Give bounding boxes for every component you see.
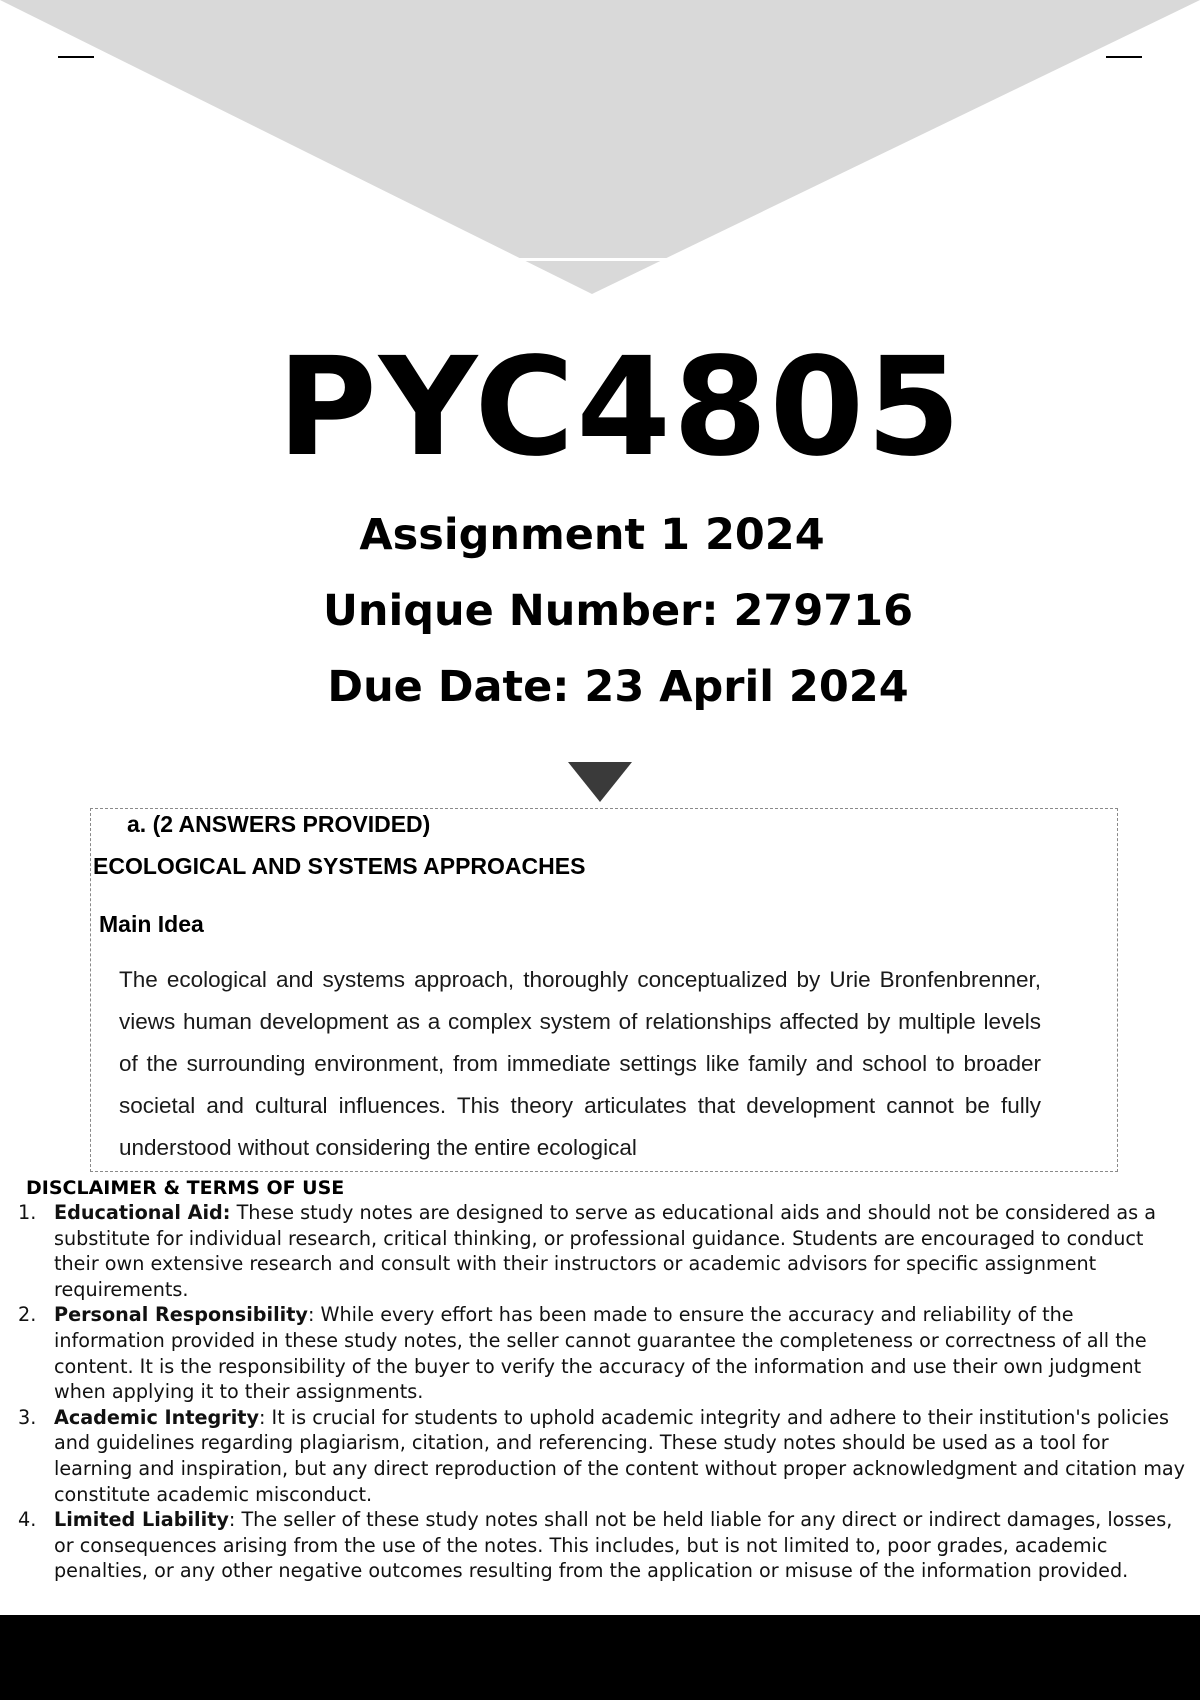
disclaimer-list (18, 1200, 1188, 1584)
sub-heading: Main Idea (99, 911, 204, 937)
down-arrow-icon (568, 762, 632, 802)
assignment-line: Assignment 1 2024 (359, 510, 825, 560)
item-number: 2. (18, 1303, 37, 1327)
disclaimer-title: DISCLAIMER & TERMS OF USE (26, 1177, 345, 1199)
disclaimer-item (18, 1302, 1188, 1404)
item-term: Limited Liability (54, 1508, 229, 1532)
section-heading: ECOLOGICAL AND SYSTEMS APPROACHES (93, 853, 586, 879)
item-number: 4. (18, 1508, 37, 1532)
due-date-line: Due Date: 23 April 2024 (327, 662, 909, 712)
corner-rule-right (1106, 56, 1142, 58)
answer-preview-box (90, 808, 1118, 1172)
course-code-title: PYC4805 (277, 329, 963, 487)
corner-rule-left (58, 56, 94, 58)
question-label: a. (2 ANSWERS PROVIDED) (127, 811, 431, 837)
unique-number-line: Unique Number: 279716 (322, 586, 914, 636)
cover-banner-chevron (0, 0, 1200, 300)
disclaimer-item (18, 1507, 1188, 1584)
item-text: : The seller of these study notes shall not be held liable for any direct or indirect damages, losses, or consequences arising from the use of the notes. This includes, but is not limited to, poor grades, academic penalties, or any other negative outcomes resulting from the application or misuse of the information provided. (54, 1508, 1173, 1583)
item-text: : It is crucial for students to uphold academic integrity and adhere to their institution's policies and guidelines regarding plagiarism, citation, and referencing. These study notes should be used as a tool for learning and inspiration, but any direct reproduction of the content without proper acknowledgment and citation may constitute academic misconduct. (54, 1405, 1185, 1506)
disclaimer-item (18, 1405, 1188, 1507)
disclaimer-item (18, 1200, 1188, 1302)
bottom-black-bar (0, 1615, 1200, 1700)
disclaimer-section (18, 1176, 1188, 1584)
item-term: Academic Integrity (54, 1405, 259, 1429)
item-term: Educational Aid: (54, 1201, 231, 1224)
item-number: 1. (18, 1201, 37, 1224)
preview-body-text: The ecological and systems approach, thoroughly conceptualized by Urie Bronfenbrenner, views human development as a complex system of relationships affected by multiple levels of the surrounding environment, from immediate settings like family and school to broader societal and cultural influences. This theory articulates that development cannot be fully understood without considering the entire ecological (119, 967, 1041, 1160)
item-term: Personal Responsibility (54, 1303, 308, 1327)
item-text: : While every effort has been made to ensure the accuracy and reliability of the information provided in these study notes, the seller cannot guarantee the completeness or correctness of all the content. It is the responsibility of the buyer to verify the accuracy of the information and use their own judgment when applying it to their assignments. (54, 1303, 1147, 1404)
item-number: 3. (18, 1405, 37, 1429)
item-text: These study notes are designed to serve as educational aids and should not be considered as a substitute for individual research, critical thinking, or professional guidance. Students are encouraged to conduct their own extensive research and consult with their instructors or academic advisors for specific assignment requirements. (54, 1201, 1156, 1301)
